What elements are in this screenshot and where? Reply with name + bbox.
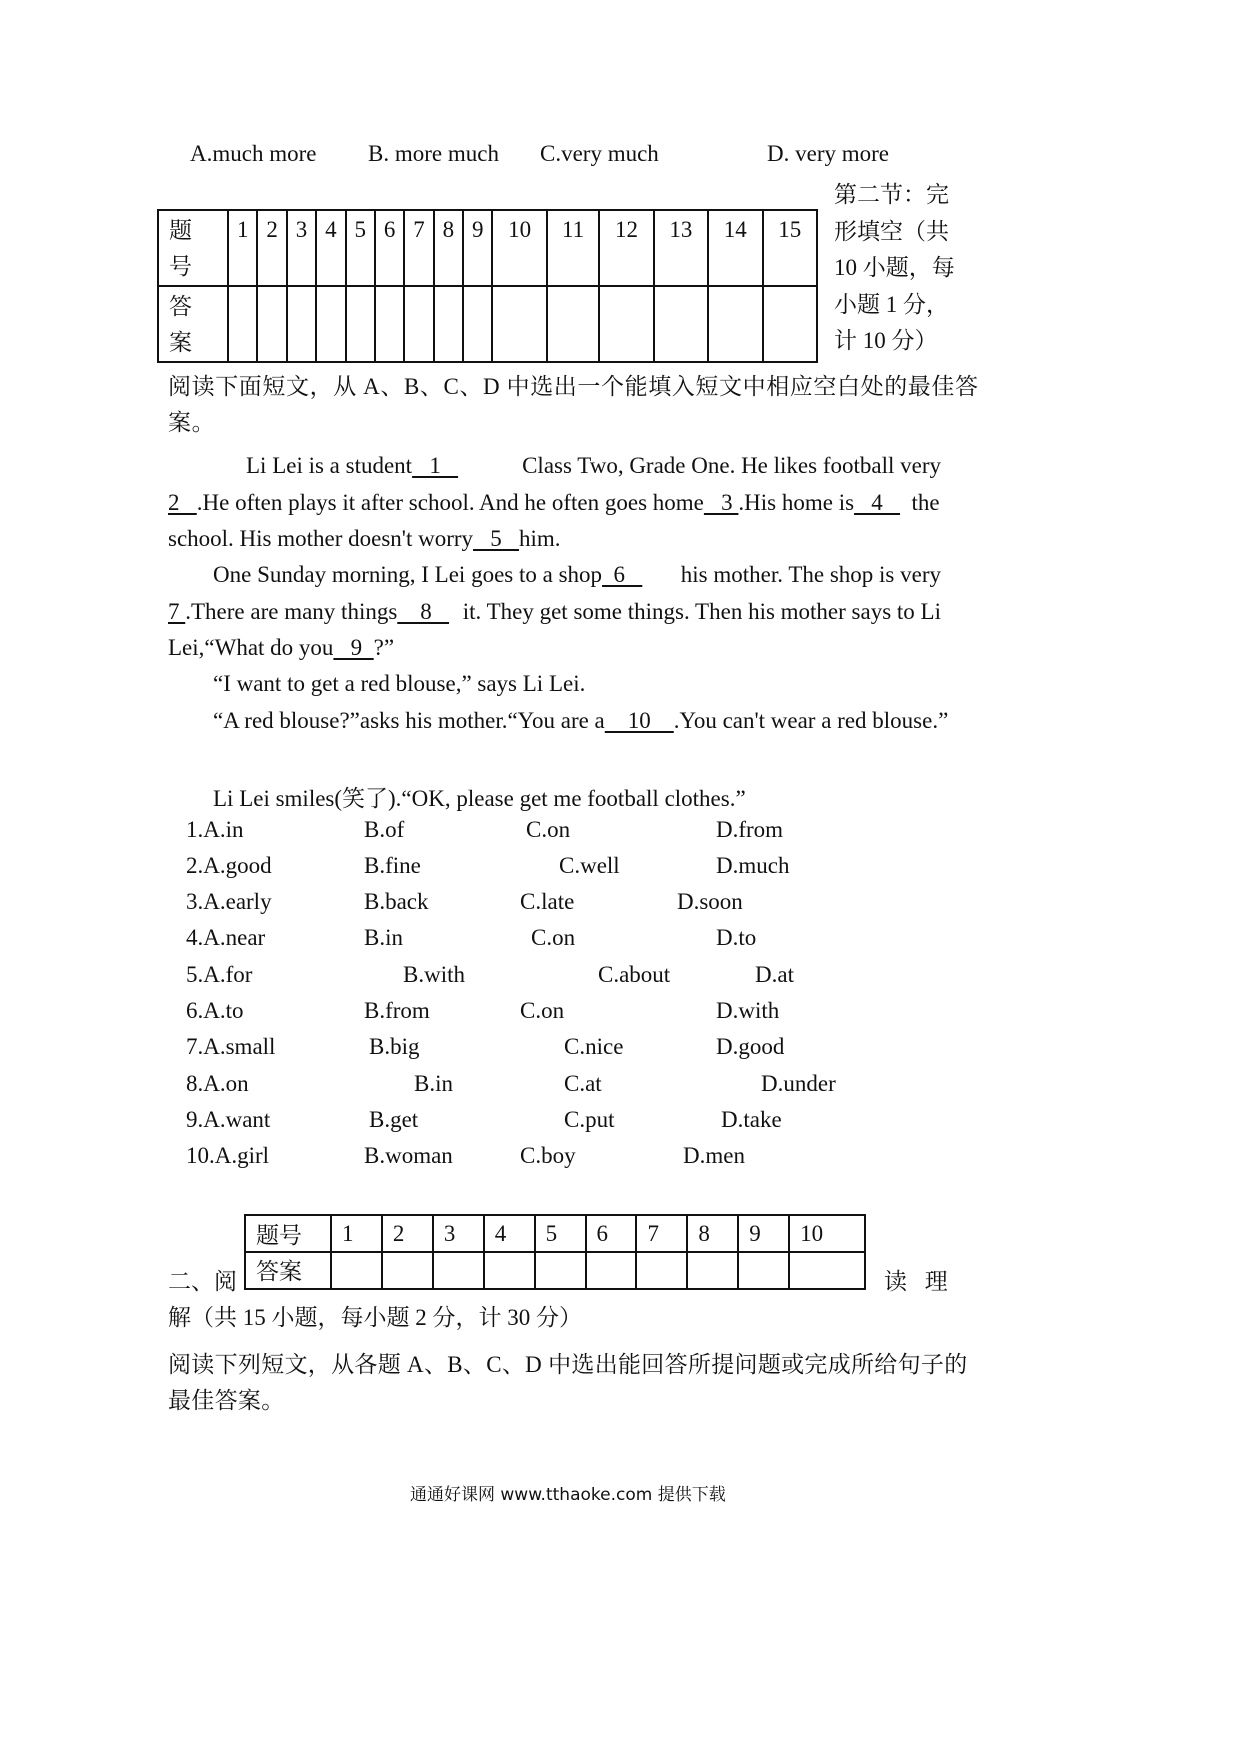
- option-d: D.to: [716, 925, 757, 950]
- answer-cell[interactable]: [433, 1252, 484, 1289]
- passage-line: [168, 599, 941, 625]
- passage-text: Class Two, Grade One. He likes football very: [522, 453, 941, 478]
- option-a: 8.A.on: [186, 1071, 249, 1096]
- answer-cell[interactable]: [687, 1252, 738, 1289]
- question-number: 6: [586, 1215, 637, 1252]
- question-number: 6: [375, 210, 404, 286]
- option-c: C.at: [564, 1071, 602, 1096]
- row-label-daan: 答案: [245, 1252, 331, 1289]
- option-a: 5.A.for: [186, 962, 253, 987]
- option-d: D.take: [721, 1107, 782, 1132]
- passage-text: .There are many things: [185, 599, 398, 624]
- answer-cell[interactable]: [463, 286, 492, 362]
- question-number: 15: [763, 210, 818, 286]
- page-footer: 通通好课网 www.tthaoke.com 提供下载: [410, 1485, 726, 1505]
- passage-text: the: [900, 490, 940, 515]
- row-label-char: 号: [169, 254, 192, 279]
- question-number: 7: [404, 210, 433, 286]
- table-row-answers: [158, 286, 817, 362]
- option-c: C.well: [559, 853, 620, 878]
- option-a: 9.A.want: [186, 1107, 271, 1132]
- option-a: 1.A.in: [186, 817, 244, 842]
- passage-text: One Sunday morning, I Lei goes to a shop: [213, 562, 603, 587]
- answer-table-cloze: [244, 1214, 866, 1290]
- answer-cell[interactable]: [763, 286, 818, 362]
- passage-line: [168, 490, 940, 516]
- passage-line: [168, 635, 394, 661]
- instruction-reading: [168, 1347, 968, 1419]
- question-number: 10: [789, 1215, 865, 1252]
- option-d: D.men: [683, 1143, 745, 1168]
- passage-text: .He often plays it after school. And he often goes home: [196, 490, 704, 515]
- answer-cell[interactable]: [738, 1252, 789, 1289]
- passage-text: .You can't wear a red blouse.”: [673, 708, 949, 733]
- option-c: C.nice: [564, 1034, 624, 1059]
- passage-text: Lei,“What do you: [168, 635, 334, 660]
- passage-line: [168, 526, 561, 552]
- answer-cell[interactable]: [586, 1252, 637, 1289]
- table-row-numbers: [158, 210, 817, 286]
- row-label-tihao: 题号: [245, 1215, 331, 1252]
- option-c: C.boy: [520, 1143, 576, 1168]
- answer-cell[interactable]: [434, 286, 463, 362]
- question-number: 8: [687, 1215, 738, 1252]
- row-label-char: 题: [169, 218, 192, 243]
- answer-cell[interactable]: [599, 286, 653, 362]
- blank-2: 2: [168, 490, 197, 515]
- option-a: 10.A.girl: [186, 1143, 270, 1168]
- section-reading-suffix: 读 理: [884, 1269, 954, 1294]
- option-d: D.from: [716, 817, 784, 842]
- answer-cell[interactable]: [654, 286, 708, 362]
- passage-text: “A red blouse?”asks his mother.“You are a: [213, 708, 605, 733]
- option-b: B.with: [403, 962, 465, 987]
- row-label-char: 案: [169, 330, 192, 355]
- instruction-cloze: [168, 369, 979, 441]
- answer-cell[interactable]: [789, 1252, 865, 1289]
- question-number: 3: [287, 210, 316, 286]
- option-c: C.on: [520, 998, 565, 1023]
- instruction-line: 最佳答案。: [168, 1388, 285, 1413]
- top-option-a: A.much more: [190, 141, 317, 166]
- instruction-line: 案。: [168, 410, 216, 435]
- answer-cell[interactable]: [484, 1252, 535, 1289]
- top-option-d: D. very more: [767, 141, 889, 166]
- table-row-numbers: [245, 1215, 865, 1252]
- answer-cell[interactable]: [257, 286, 286, 362]
- option-b: B.from: [364, 998, 430, 1023]
- section2-heading-line: 计 10 分）: [834, 328, 938, 353]
- answer-cell[interactable]: [492, 286, 546, 362]
- answer-cell[interactable]: [404, 286, 433, 362]
- blank-9: 9: [333, 635, 374, 660]
- section2-heading: [834, 177, 955, 360]
- passage-line: Li Lei smiles(笑了).“OK, please get me football clothes.”: [213, 786, 746, 811]
- question-number: 9: [738, 1215, 789, 1252]
- blank-5: 5: [473, 526, 520, 551]
- answer-cell[interactable]: [331, 1252, 382, 1289]
- option-d: D.good: [716, 1034, 785, 1059]
- answer-cell[interactable]: [228, 286, 257, 362]
- row-label-daan: [158, 286, 228, 362]
- question-number: 10: [492, 210, 546, 286]
- blank-8: 8: [397, 599, 450, 624]
- passage-line: [213, 708, 948, 734]
- passage-text: him.: [519, 526, 561, 551]
- question-number: 13: [654, 210, 708, 286]
- blank-4: 4: [854, 490, 901, 515]
- section-reading-heading: 解（共 15 小题，每小题 2 分，计 30 分）: [168, 1305, 582, 1330]
- option-c: C.on: [526, 817, 571, 842]
- option-d: D.at: [755, 962, 794, 987]
- top-option-c: C.very much: [540, 141, 659, 166]
- option-b: B.get: [369, 1107, 419, 1132]
- section-reading-prefix: 二、阅: [168, 1269, 237, 1294]
- option-b: B.in: [414, 1071, 453, 1096]
- passage-line: “I want to get a red blouse,” says Li Lei.: [213, 671, 586, 696]
- question-number: 5: [535, 1215, 586, 1252]
- blank-3: 3: [703, 490, 739, 515]
- passage-line: [213, 562, 941, 588]
- blank-1: 1: [412, 453, 459, 478]
- option-c: C.on: [531, 925, 576, 950]
- section2-heading-line: 形填空（共: [834, 218, 949, 244]
- option-b: B.fine: [364, 853, 421, 878]
- top-option-b: B. more much: [368, 141, 499, 166]
- passage-text: .His home is: [738, 490, 855, 515]
- table-row-answers: [245, 1252, 865, 1289]
- option-a: 4.A.near: [186, 925, 266, 950]
- option-a: 6.A.to: [186, 998, 244, 1023]
- option-b: B.big: [369, 1034, 420, 1059]
- passage-text: his mother. The shop is very: [680, 562, 941, 587]
- option-c: C.late: [520, 889, 575, 914]
- instruction-line: 阅读下面短文，从 A、B、C、D 中选出一个能填入短文中相应空白处的最佳答: [168, 374, 979, 399]
- question-number: 2: [382, 1215, 433, 1252]
- passage-text: it. They get some things. Then his mother says to Li: [462, 599, 941, 624]
- option-b: B.in: [364, 925, 403, 950]
- passage-text: Li Lei is a student: [246, 453, 413, 478]
- option-c: C.put: [564, 1107, 615, 1132]
- answer-cell[interactable]: [547, 286, 600, 362]
- question-number: 2: [257, 210, 286, 286]
- row-label-tihao: [158, 210, 228, 286]
- row-label-char: 答: [169, 294, 192, 319]
- answer-cell[interactable]: [636, 1252, 687, 1289]
- section2-heading-line: 小题 1 分，: [834, 291, 949, 317]
- answer-cell[interactable]: [708, 286, 762, 362]
- question-number: 8: [434, 210, 463, 286]
- option-d: D.soon: [677, 889, 743, 914]
- instruction-line: 阅读下列短文，从各题 A、B、C、D 中选出能回答所提问题或完成所给句子的: [168, 1352, 968, 1377]
- answer-cell[interactable]: [535, 1252, 586, 1289]
- option-a: 3.A.early: [186, 889, 272, 914]
- question-number: 4: [316, 210, 345, 286]
- question-number: 9: [463, 210, 492, 286]
- question-number: 11: [547, 210, 600, 286]
- answer-table-section1: [157, 209, 818, 363]
- option-d: D.with: [716, 998, 780, 1023]
- question-number: 14: [708, 210, 762, 286]
- passage-text: ?”: [373, 635, 395, 660]
- section2-heading-line: 第二节：完: [834, 182, 949, 207]
- option-d: D.much: [716, 853, 790, 878]
- passage-text: school. His mother doesn't worry: [168, 526, 474, 551]
- answer-cell[interactable]: [287, 286, 316, 362]
- option-a: 2.A.good: [186, 853, 272, 878]
- blank-6: 6: [602, 562, 643, 587]
- option-c: C.about: [598, 962, 671, 987]
- answer-cell[interactable]: [382, 1252, 433, 1289]
- section2-heading-line: 10 小题，每: [834, 255, 955, 280]
- answer-cell[interactable]: [346, 286, 375, 362]
- blank-7: 7: [168, 599, 186, 624]
- question-number: 5: [346, 210, 375, 286]
- option-b: B.back: [364, 889, 429, 914]
- option-b: B.woman: [364, 1143, 453, 1168]
- passage-line: [246, 453, 941, 479]
- option-b: B.of: [364, 817, 405, 842]
- blank-10: 10: [604, 708, 674, 733]
- option-d: D.under: [761, 1071, 836, 1096]
- question-number: 12: [599, 210, 653, 286]
- question-number: 1: [331, 1215, 382, 1252]
- answer-cell[interactable]: [375, 286, 404, 362]
- question-number: 3: [433, 1215, 484, 1252]
- option-a: 7.A.small: [186, 1034, 276, 1059]
- question-number: 7: [636, 1215, 687, 1252]
- question-number: 4: [484, 1215, 535, 1252]
- question-number: 1: [228, 210, 257, 286]
- answer-cell[interactable]: [316, 286, 345, 362]
